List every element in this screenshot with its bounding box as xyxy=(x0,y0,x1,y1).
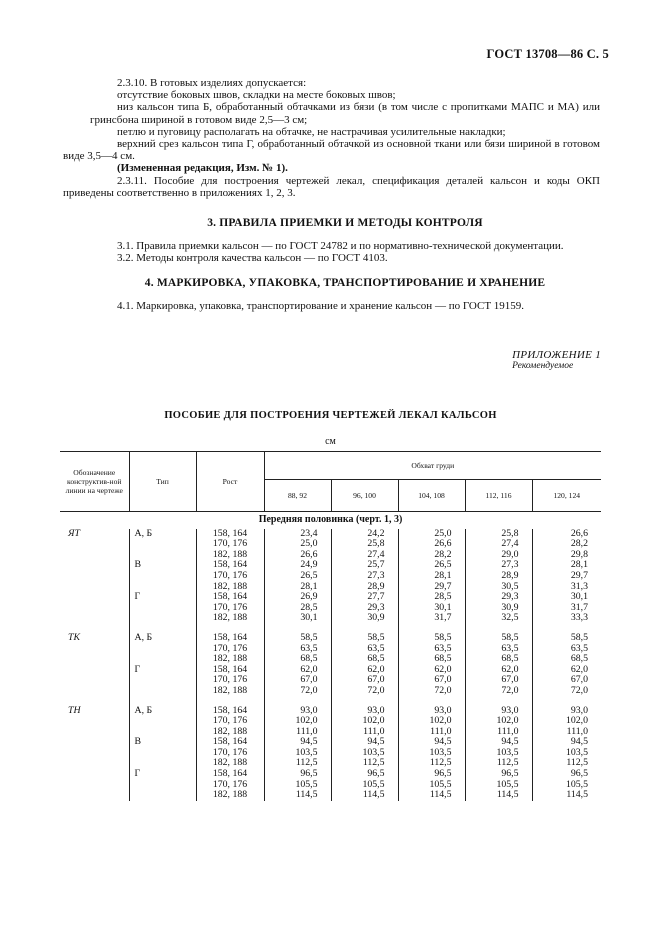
measurement-value: 30,1 xyxy=(570,591,588,603)
line-code-cell xyxy=(60,633,129,665)
measurement-value: 72,0 xyxy=(501,684,519,696)
type-label: Г xyxy=(134,591,141,603)
measurement-value: 62,0 xyxy=(300,663,318,675)
height-value: 170, 176 xyxy=(212,569,248,581)
spacer-cell xyxy=(465,624,532,633)
value-cell xyxy=(465,633,532,665)
measurement-value: 29,0 xyxy=(501,548,519,560)
measurement-value: 62,0 xyxy=(434,663,452,675)
type-cell xyxy=(129,560,196,592)
measurement-value: 102,0 xyxy=(429,715,452,727)
measurement-value: 26,6 xyxy=(434,538,452,550)
height-value: 170, 176 xyxy=(212,538,248,550)
section-item: 3.2. Методы контроля качества кальсон — по ГОСТ 4103. xyxy=(117,252,388,265)
spacer-cell xyxy=(264,624,331,633)
measurement-value: 29,8 xyxy=(570,548,588,560)
measurement-value: 28,5 xyxy=(434,591,452,603)
table-title: ПОСОБИЕ ДЛЯ ПОСТРОЕНИЯ ЧЕРТЕЖЕЙ ЛЕКАЛ КАЛЬСОН xyxy=(164,410,497,421)
header-designation: Обозначение конструктив-ной линии на чертеже xyxy=(60,452,129,512)
table-row xyxy=(60,706,601,738)
measurement-value: 58,5 xyxy=(570,631,588,643)
value-cell xyxy=(331,592,398,624)
value-cell xyxy=(398,737,465,769)
measurement-value: 93,0 xyxy=(570,704,588,716)
value-cell xyxy=(264,633,331,665)
measurement-value: 111,0 xyxy=(566,725,588,737)
value-cell xyxy=(331,633,398,665)
line-code-cell xyxy=(60,592,129,624)
spacer-cell xyxy=(465,697,532,706)
line-code-cell xyxy=(60,560,129,592)
line-code: ТК xyxy=(68,631,80,643)
data-table xyxy=(60,451,601,801)
measurement-value: 67,0 xyxy=(300,674,318,686)
measurement-value: 31,7 xyxy=(570,601,588,613)
measurement-value: 67,0 xyxy=(501,674,519,686)
table-body xyxy=(60,512,601,801)
measurement-value: 94,5 xyxy=(501,736,519,748)
height-value: 158, 164 xyxy=(212,591,248,603)
height-cell xyxy=(196,529,264,561)
measurement-value: 105,5 xyxy=(295,778,318,790)
measurement-value: 68,5 xyxy=(570,653,588,665)
value-cell xyxy=(331,529,398,561)
measurement-value: 30,9 xyxy=(501,601,519,613)
value-cell xyxy=(398,560,465,592)
measurement-value: 93,0 xyxy=(434,704,452,716)
value-cell xyxy=(465,529,532,561)
height-value: 158, 164 xyxy=(212,527,248,539)
type-cell xyxy=(129,769,196,801)
value-cell xyxy=(331,706,398,738)
measurement-value: 30,1 xyxy=(300,612,318,624)
measurement-value: 25,7 xyxy=(367,559,385,571)
measurement-value: 27,3 xyxy=(367,569,385,581)
measurement-value: 25,0 xyxy=(434,527,452,539)
table-unit: см xyxy=(325,436,336,447)
spacer-cell xyxy=(331,624,398,633)
value-cell xyxy=(532,769,601,801)
value-cell xyxy=(465,737,532,769)
type-label: В xyxy=(134,559,142,571)
measurement-value: 29,3 xyxy=(501,591,519,603)
value-cell xyxy=(398,706,465,738)
measurement-value: 26,6 xyxy=(570,527,588,539)
header-height: Рост xyxy=(196,452,264,512)
measurement-value: 58,5 xyxy=(300,631,318,643)
measurement-value: 96,5 xyxy=(367,768,385,780)
measurement-value: 102,0 xyxy=(565,715,588,727)
line-code-cell xyxy=(60,706,129,738)
height-cell xyxy=(196,633,264,665)
section-item: 4.1. Маркировка, упаковка, транспортирование и хранение кальсон — по ГОСТ 19159. xyxy=(117,300,525,312)
measurement-value: 24,2 xyxy=(367,527,385,539)
part-title: Передняя половинка (черт. 1, 3) xyxy=(258,514,403,525)
paragraph: петлю и пуговицу располагать на обтачке, не настрачивая усилительные накладки; xyxy=(117,125,506,138)
measurement-value: 25,8 xyxy=(367,538,385,550)
measurement-value: 63,5 xyxy=(367,642,385,654)
header-chest: Обхват груди xyxy=(264,452,601,480)
height-value: 170, 176 xyxy=(212,601,248,613)
measurement-value: 62,0 xyxy=(367,663,385,675)
measurement-value: 72,0 xyxy=(367,684,385,696)
measurement-value: 94,5 xyxy=(300,736,318,748)
value-cell xyxy=(465,665,532,697)
measurement-value: 63,5 xyxy=(434,642,452,654)
measurement-value: 111,0 xyxy=(430,725,452,737)
value-cell xyxy=(331,560,398,592)
value-cell xyxy=(398,769,465,801)
height-cell xyxy=(196,706,264,738)
table-row xyxy=(60,529,601,561)
type-label: А, Б xyxy=(134,527,153,539)
body-paragraphs xyxy=(63,77,600,199)
value-cell xyxy=(532,665,601,697)
paragraph: 2.3.11. Пособие для построения чертежей лекал, спецификация деталей кальсон и коды ОКП приведены соответственно в приложениях 1, 2, 3. xyxy=(63,174,600,199)
table-row xyxy=(60,592,601,624)
type-label: А, Б xyxy=(134,631,153,643)
measurement-value: 96,5 xyxy=(501,768,519,780)
measurement-value: 103,5 xyxy=(362,746,385,758)
measurement-value: 111,0 xyxy=(296,725,318,737)
spacer-cell xyxy=(532,697,601,706)
measurement-value: 112,5 xyxy=(295,757,318,769)
type-cell xyxy=(129,665,196,697)
type-cell xyxy=(129,592,196,624)
measurement-value: 27,7 xyxy=(367,591,385,603)
height-value: 158, 164 xyxy=(212,768,248,780)
amendment-note: (Измененная редакция, Изм. № 1). xyxy=(117,162,288,175)
measurement-value: 28,9 xyxy=(367,580,385,592)
height-value: 182, 188 xyxy=(212,653,248,665)
measurement-value: 28,1 xyxy=(570,559,588,571)
spacer-cell xyxy=(331,697,398,706)
paragraph: отсутствие боковых швов, складки на месте боковых швов; xyxy=(117,89,396,102)
measurement-value: 30,9 xyxy=(367,612,385,624)
height-value: 182, 188 xyxy=(212,789,248,801)
measurement-value: 29,7 xyxy=(570,569,588,581)
measurement-value: 96,5 xyxy=(570,768,588,780)
measurement-value: 72,0 xyxy=(570,684,588,696)
measurement-value: 67,0 xyxy=(434,674,452,686)
measurement-value: 94,5 xyxy=(570,736,588,748)
measurement-value: 68,5 xyxy=(501,653,519,665)
height-value: 182, 188 xyxy=(212,684,248,696)
header-chest-size: 88, 92 xyxy=(264,480,331,512)
measurement-value: 93,0 xyxy=(367,704,385,716)
header-type: Тип xyxy=(129,452,196,512)
value-cell xyxy=(264,737,331,769)
measurement-value: 32,5 xyxy=(501,612,519,624)
measurement-value: 114,5 xyxy=(429,789,452,801)
height-cell xyxy=(196,560,264,592)
measurement-value: 31,7 xyxy=(434,612,452,624)
measurement-value: 68,5 xyxy=(367,653,385,665)
measurement-value: 114,5 xyxy=(362,789,385,801)
measurement-value: 68,5 xyxy=(434,653,452,665)
value-cell xyxy=(264,706,331,738)
measurement-value: 30,5 xyxy=(501,580,519,592)
line-code: ЯТ xyxy=(68,527,80,539)
type-label: А, Б xyxy=(134,704,153,716)
measurement-value: 33,3 xyxy=(570,612,588,624)
appendix-number: ПРИЛОЖЕНИЕ 1 xyxy=(512,349,601,361)
value-cell xyxy=(465,769,532,801)
header-chest-size: 96, 100 xyxy=(331,480,398,512)
measurement-value: 28,1 xyxy=(434,569,452,581)
value-cell xyxy=(465,706,532,738)
section-4-items xyxy=(90,300,610,312)
measurement-value: 63,5 xyxy=(570,642,588,654)
paragraph: верхний срез кальсон типа Г, обработанный обтачкой из основной ткани или бязи шириной в готовом виде 3,5—4 см. xyxy=(63,138,600,163)
height-value: 170, 176 xyxy=(212,778,248,790)
measurement-value: 112,5 xyxy=(566,757,588,769)
measurement-value: 24,9 xyxy=(300,559,318,571)
type-cell xyxy=(129,529,196,561)
value-cell xyxy=(465,592,532,624)
measurement-value: 102,0 xyxy=(295,715,318,727)
height-value: 158, 164 xyxy=(212,559,248,571)
measurement-value: 30,1 xyxy=(434,601,452,613)
section-item: 3.1. Правила приемки кальсон — по ГОСТ 24782 и по нормативно-технической документации. xyxy=(117,240,564,252)
measurement-value: 28,9 xyxy=(501,569,519,581)
measurement-value: 112,5 xyxy=(362,757,385,769)
value-cell xyxy=(465,560,532,592)
height-value: 182, 188 xyxy=(212,757,248,769)
height-value: 182, 188 xyxy=(212,612,248,624)
appendix-label xyxy=(512,349,601,371)
measurement-value: 105,5 xyxy=(496,778,519,790)
header-chest-size: 120, 124 xyxy=(532,480,601,512)
measurement-value: 96,5 xyxy=(434,768,452,780)
paragraph: низ кальсон типа Б, обработанный обтачками из бязи (в том числе с пропитками МАПС и МА) или гринсбона шириной в готовом виде 2,5—3 см; xyxy=(90,101,600,126)
measurement-value: 105,5 xyxy=(565,778,588,790)
measurement-value: 63,5 xyxy=(300,642,318,654)
section-3-title: 3. ПРАВИЛА ПРИЕМКИ И МЕТОДЫ КОНТРОЛЯ xyxy=(207,217,483,229)
measurement-value: 62,0 xyxy=(501,663,519,675)
line-code-cell xyxy=(60,769,129,801)
value-cell xyxy=(398,592,465,624)
value-cell xyxy=(532,633,601,665)
table-row xyxy=(60,737,601,769)
measurement-value: 28,2 xyxy=(570,538,588,550)
value-cell xyxy=(331,769,398,801)
section-3-items xyxy=(90,240,610,265)
measurement-value: 111,0 xyxy=(363,725,385,737)
measurement-value: 94,5 xyxy=(434,736,452,748)
measurement-value: 114,5 xyxy=(295,789,318,801)
height-value: 182, 188 xyxy=(212,548,248,560)
measurement-value: 105,5 xyxy=(429,778,452,790)
measurement-value: 28,5 xyxy=(300,601,318,613)
measurement-value: 58,5 xyxy=(434,631,452,643)
measurement-value: 94,5 xyxy=(367,736,385,748)
line-code-cell xyxy=(60,529,129,561)
measurement-value: 72,0 xyxy=(434,684,452,696)
measurement-value: 28,1 xyxy=(300,580,318,592)
measurement-value: 31,3 xyxy=(570,580,588,592)
measurement-value: 103,5 xyxy=(295,746,318,758)
type-cell xyxy=(129,706,196,738)
height-value: 158, 164 xyxy=(212,704,248,716)
header-chest-size: 112, 116 xyxy=(465,480,532,512)
measurement-value: 103,5 xyxy=(565,746,588,758)
height-cell xyxy=(196,665,264,697)
type-label: Г xyxy=(134,768,141,780)
value-cell xyxy=(264,529,331,561)
measurement-value: 26,6 xyxy=(300,548,318,560)
value-cell xyxy=(264,769,331,801)
measurement-value: 62,0 xyxy=(570,663,588,675)
value-cell xyxy=(532,737,601,769)
height-value: 182, 188 xyxy=(212,580,248,592)
height-value: 158, 164 xyxy=(212,736,248,748)
measurement-value: 111,0 xyxy=(497,725,519,737)
measurement-value: 72,0 xyxy=(300,684,318,696)
height-value: 170, 176 xyxy=(212,746,248,758)
height-value: 170, 176 xyxy=(212,642,248,654)
type-label: Г xyxy=(134,663,141,675)
height-value: 158, 164 xyxy=(212,631,248,643)
measurement-value: 67,0 xyxy=(367,674,385,686)
line-code: ТН xyxy=(68,704,81,716)
measurement-value: 29,3 xyxy=(367,601,385,613)
value-cell xyxy=(532,706,601,738)
type-cell xyxy=(129,633,196,665)
measurement-value: 27,4 xyxy=(367,548,385,560)
line-code-cell xyxy=(60,665,129,697)
measurement-value: 112,5 xyxy=(496,757,519,769)
measurement-value: 103,5 xyxy=(429,746,452,758)
header-chest-size: 104, 108 xyxy=(398,480,465,512)
appendix-status: Рекомендуемое xyxy=(512,361,574,371)
measurement-value: 93,0 xyxy=(300,704,318,716)
height-cell xyxy=(196,737,264,769)
measurement-value: 26,5 xyxy=(300,569,318,581)
spacer-cell xyxy=(264,697,331,706)
measurement-value: 67,0 xyxy=(570,674,588,686)
table-row xyxy=(60,769,601,801)
measurement-value: 112,5 xyxy=(429,757,452,769)
measurement-value: 103,5 xyxy=(496,746,519,758)
measurement-value: 26,9 xyxy=(300,591,318,603)
table-row xyxy=(60,560,601,592)
spacer-cell xyxy=(398,624,465,633)
measurement-value: 27,4 xyxy=(501,538,519,550)
height-value: 170, 176 xyxy=(212,674,248,686)
measurement-value: 58,5 xyxy=(501,631,519,643)
value-cell xyxy=(331,737,398,769)
value-cell xyxy=(264,592,331,624)
measurement-value: 114,5 xyxy=(566,789,588,801)
line-code-cell xyxy=(60,737,129,769)
measurement-value: 105,5 xyxy=(362,778,385,790)
measurement-value: 23,4 xyxy=(300,527,318,539)
value-cell xyxy=(331,665,398,697)
measurement-value: 29,7 xyxy=(434,580,452,592)
table-row xyxy=(60,633,601,665)
measurement-value: 93,0 xyxy=(501,704,519,716)
measurement-value: 27,3 xyxy=(501,559,519,571)
type-label: В xyxy=(134,736,142,748)
measurement-value: 102,0 xyxy=(362,715,385,727)
spacer-cell xyxy=(532,624,601,633)
type-cell xyxy=(129,737,196,769)
page-header: ГОСТ 13708—86 С. 5 xyxy=(486,47,609,61)
height-cell xyxy=(196,769,264,801)
value-cell xyxy=(398,529,465,561)
measurement-value: 28,2 xyxy=(434,548,452,560)
measurement-value: 58,5 xyxy=(367,631,385,643)
value-cell xyxy=(532,560,601,592)
measurement-value: 68,5 xyxy=(300,653,318,665)
measurement-value: 114,5 xyxy=(496,789,519,801)
value-cell xyxy=(398,633,465,665)
measurement-value: 96,5 xyxy=(300,768,318,780)
value-cell xyxy=(398,665,465,697)
value-cell xyxy=(532,529,601,561)
value-cell xyxy=(264,560,331,592)
height-value: 170, 176 xyxy=(212,715,248,727)
spacer-cell xyxy=(398,697,465,706)
value-cell xyxy=(264,665,331,697)
measurement-value: 102,0 xyxy=(496,715,519,727)
height-value: 158, 164 xyxy=(212,663,248,675)
table-row xyxy=(60,665,601,697)
measurement-value: 25,0 xyxy=(300,538,318,550)
section-4-title: 4. МАРКИРОВКА, УПАКОВКА, ТРАНСПОРТИРОВАНИЕ И ХРАНЕНИЕ xyxy=(144,277,546,289)
measurement-value: 63,5 xyxy=(501,642,519,654)
value-cell xyxy=(532,592,601,624)
height-cell xyxy=(196,592,264,624)
paragraph: 2.3.10. В готовых изделиях допускается: xyxy=(117,77,307,89)
measurement-value: 25,8 xyxy=(501,527,519,539)
measurement-value: 26,5 xyxy=(434,559,452,571)
height-value: 182, 188 xyxy=(212,725,248,737)
